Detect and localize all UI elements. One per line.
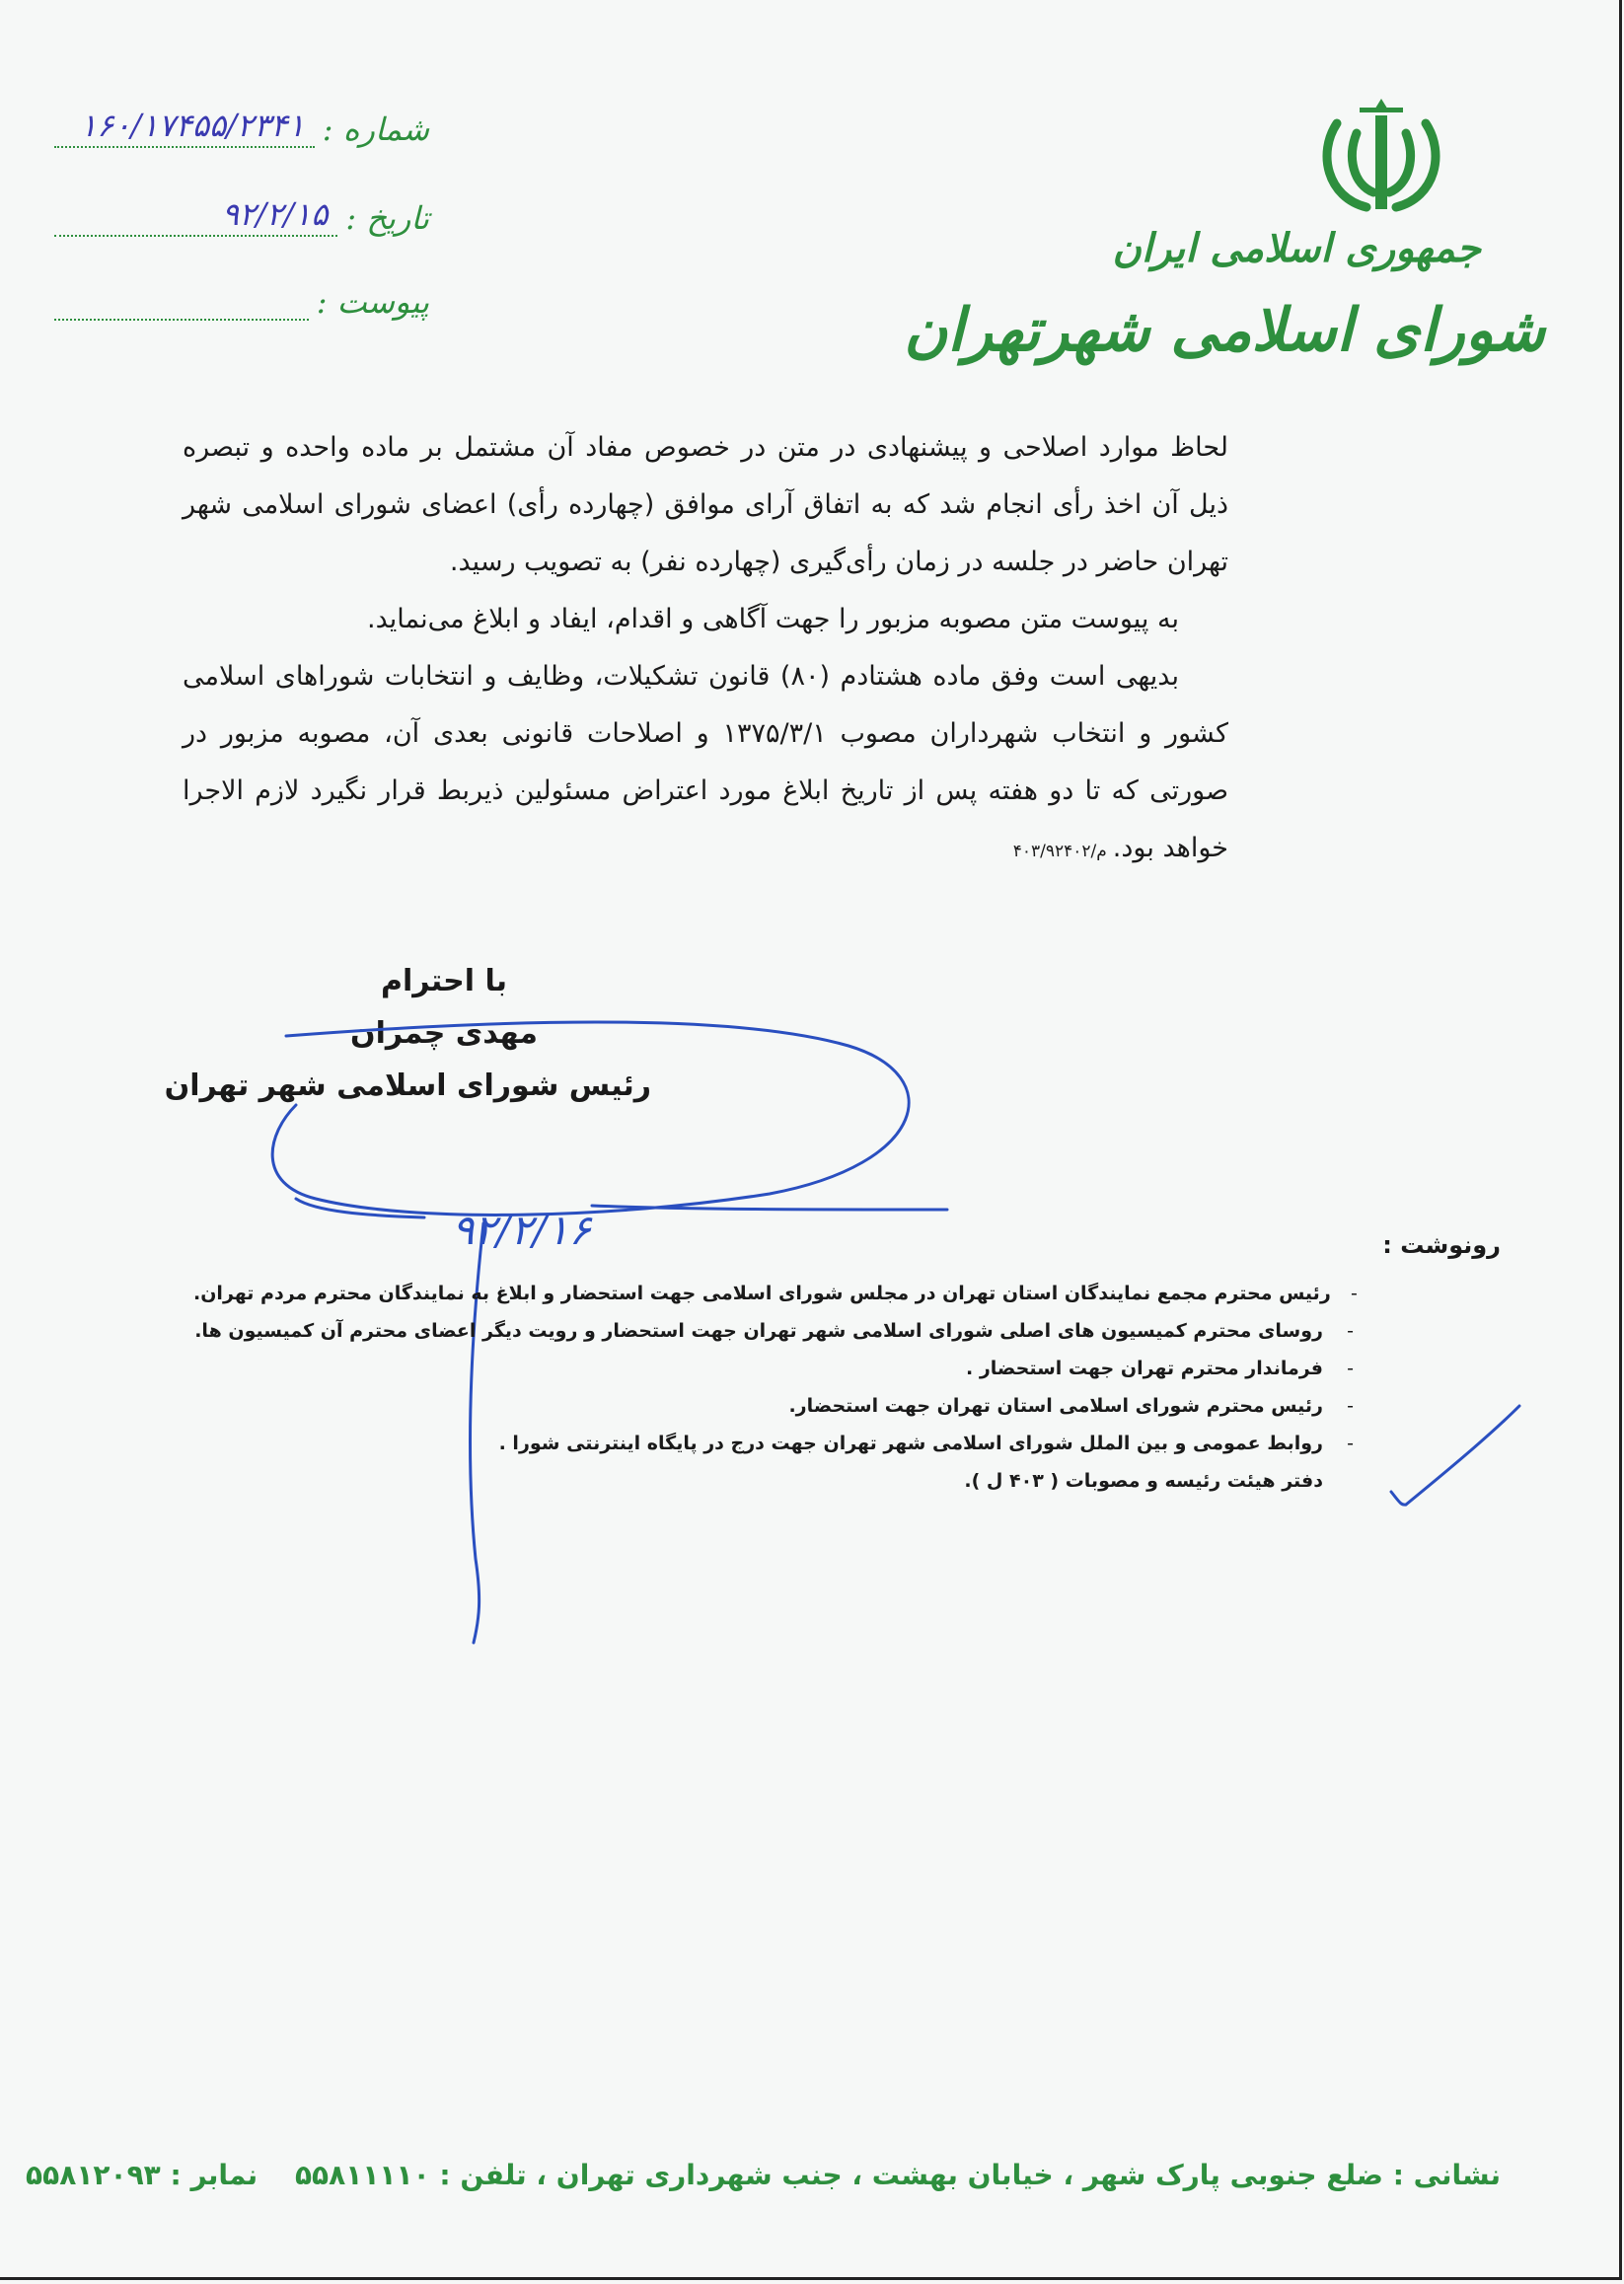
council-name: شورای اسلامی شهرتهران bbox=[904, 296, 1545, 365]
list-item bbox=[193, 1425, 1377, 1462]
cc-title: رونوشت : bbox=[1382, 1231, 1501, 1259]
handwritten-date: ۹۲/۲/۱۶ bbox=[452, 1206, 592, 1254]
cc-item-text: رئیس محترم شورای اسلامی استان تهران جهت استحضار. bbox=[788, 1395, 1323, 1417]
cc-dash bbox=[1323, 1462, 1377, 1500]
cc-dash: - bbox=[1350, 1283, 1358, 1304]
cc-item-text: رئیس محترم مجمع نمایندگان استان تهران در مجلس شورای اسلامی جهت استحضار و ابلاغ به نمایندگان محترم مردم تهران. bbox=[193, 1283, 1331, 1304]
cc-item-text: روسای محترم کمیسیون های اصلی شورای اسلامی شهر تهران جهت استحضار و رویت دیگر اعضای محترم آن کمیسیون ها. bbox=[194, 1320, 1323, 1342]
iran-emblem-icon bbox=[1312, 94, 1450, 222]
date-dots bbox=[54, 195, 337, 237]
cc-dash: - bbox=[1347, 1320, 1354, 1342]
date-field bbox=[54, 187, 429, 237]
number-dots bbox=[54, 107, 315, 148]
list-item bbox=[193, 1387, 1377, 1425]
signer-name: مهدی چمران bbox=[350, 1016, 538, 1051]
number-field bbox=[54, 99, 429, 148]
body-paragraph-3-text: بدیهی است وفق ماده هشتادم (۸۰) قانون تشکیلات، وظایف و انتخابات شوراهای اسلامی کشور و انتخاب شهرداران مصوب ۱۳۷۵/۳/۱ و اصلاحات قانونی بعدی آن، مصوبه مزبور در صورتی که تا دو هفته پس از تاریخ ابلاغ مورد اعتراض مسئولین ذیربط قرار نگیرد لازم الاجرا خواهد بود. bbox=[183, 661, 1228, 863]
signer-title: رئیس شورای اسلامی شهر تهران bbox=[164, 1068, 651, 1103]
list-item bbox=[193, 1275, 1377, 1312]
number-value: ۱۶۰/۱۷۴۵۵/۲۳۴۱ bbox=[79, 107, 305, 144]
body-paragraph-3 bbox=[183, 648, 1228, 880]
letter-body bbox=[183, 419, 1228, 880]
footer-contact bbox=[0, 2159, 1501, 2191]
signature-block bbox=[164, 955, 651, 1112]
list-item bbox=[193, 1312, 1377, 1350]
body-paragraph-2: به پیوست متن مصوبه مزبور را جهت آگاهی و اقدام، ایفاد و ابلاغ می‌نماید. bbox=[367, 604, 1179, 634]
cc-dash: - bbox=[1347, 1395, 1354, 1417]
list-item bbox=[193, 1462, 1377, 1500]
attachment-field bbox=[54, 271, 429, 321]
closing-text: با احترام bbox=[380, 964, 508, 998]
body-paragraph-1: لحاظ موارد اصلاحی و پیشنهادی در متن در خصوص مفاد آن مشتمل بر ماده واحده و تبصره ذیل آن اخذ رأی انجام شد که به اتفاق آرای موافق (چهارده رأی) اعضای شورای اسلامی شهر تهران حاضر در جلسه در زمان رأی‌گیری (چهارده نفر) به تصویب رسید. bbox=[183, 432, 1228, 577]
number-label: شماره : bbox=[322, 111, 429, 148]
date-label: تاریخ : bbox=[345, 199, 429, 237]
cc-item-text: فرماندار محترم تهران جهت استحضار . bbox=[966, 1358, 1323, 1379]
date-value: ۹۲/۲/۱۵ bbox=[221, 195, 329, 233]
list-item bbox=[193, 1350, 1377, 1387]
attachment-dots bbox=[54, 289, 309, 321]
attachment-label: پیوست : bbox=[316, 283, 429, 321]
country-name: جمهوری اسلامی ایران bbox=[1112, 225, 1481, 271]
cc-item-text: روابط عمومی و بین الملل شورای اسلامی شهر تهران جهت درج در پایگاه اینترنتی شورا . bbox=[498, 1433, 1323, 1454]
cc-dash: - bbox=[1347, 1358, 1354, 1379]
cc-item-text: دفتر هیئت رئیسه و مصوبات ( ۴۰۳ ل ). bbox=[964, 1470, 1323, 1492]
footer-fax: نمابر : ۵۵۸۱۲۰۹۳ bbox=[26, 2159, 258, 2191]
footer-address: نشانی : ضلع جنوبی پارک شهر ، خیابان بهشت ، جنب شهرداری تهران ، تلفن : ۵۵۸۱۱۱۱۰ bbox=[294, 2159, 1501, 2191]
cc-list bbox=[193, 1275, 1377, 1500]
reference-code: م/۴۰۳/۹۲۴۰۲ bbox=[1012, 842, 1107, 861]
cc-dash: - bbox=[1347, 1433, 1354, 1454]
